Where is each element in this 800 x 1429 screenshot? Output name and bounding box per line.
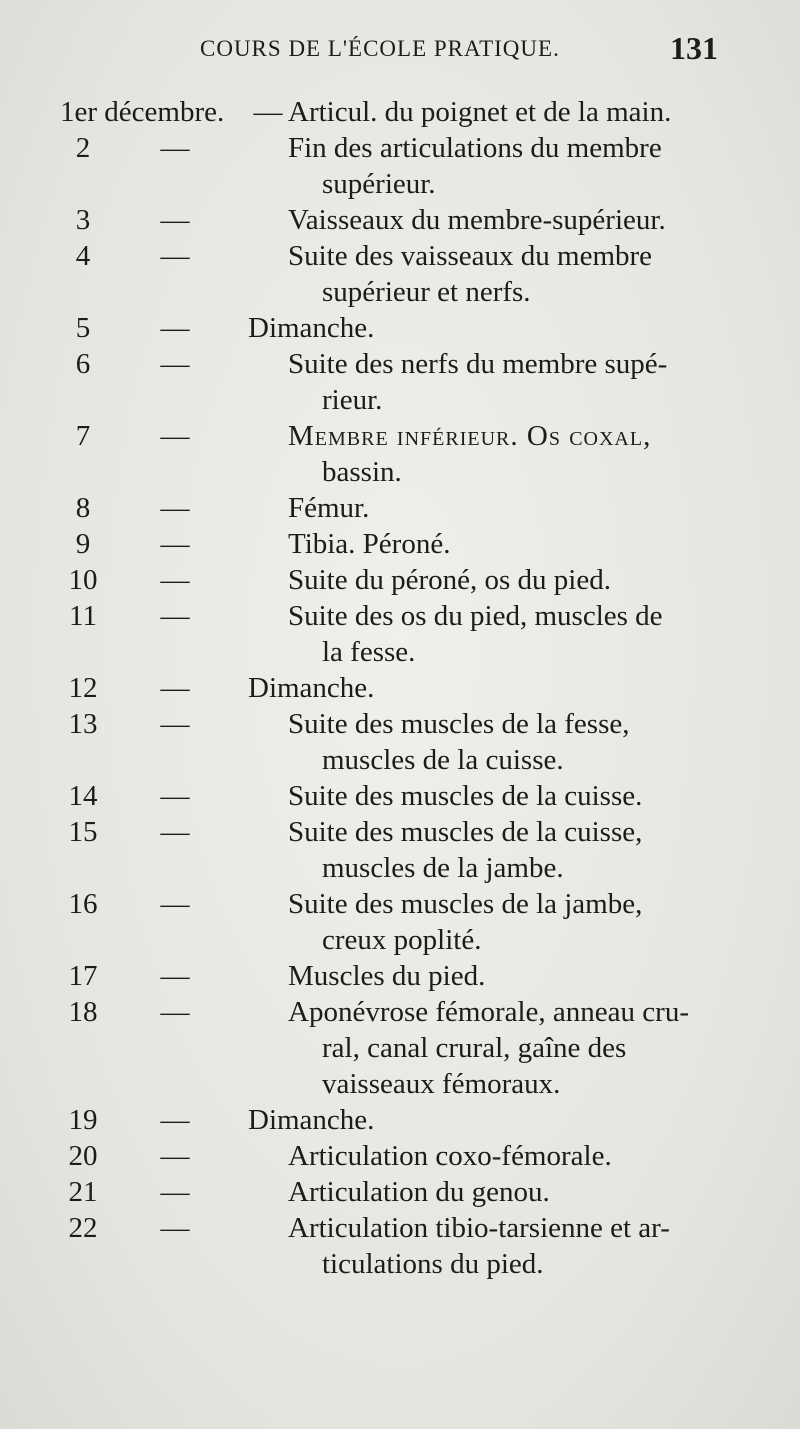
entry-line: rieur. — [322, 384, 383, 416]
entry-line: Suite des muscles de la cuisse, — [288, 816, 643, 848]
entry-description — [288, 778, 728, 814]
entry-day: 8 — [75, 492, 91, 524]
entry-day: 11 — [69, 600, 97, 632]
entry-line: la fesse. — [322, 636, 416, 668]
page-number: 131 — [670, 30, 718, 66]
schedule-entry — [0, 562, 800, 598]
entry-line: Articulation du genou. — [288, 1176, 550, 1208]
entry-description — [288, 130, 728, 202]
entry-line: bassin. — [322, 456, 402, 488]
schedule-entry — [0, 958, 800, 994]
entry-day: 21 — [68, 1176, 98, 1208]
schedule-entry — [0, 778, 800, 814]
entry-description — [248, 670, 688, 706]
entry-line: Articulation tibio-tarsienne et ar- — [288, 1212, 670, 1244]
entry-day: 22 — [68, 1212, 98, 1244]
schedule-entry — [0, 346, 800, 418]
entry-dash: — — [160, 1104, 190, 1136]
entry-line: Fémur. — [288, 492, 370, 524]
entry-day: 13 — [68, 708, 98, 740]
entry-dash: — — [160, 960, 190, 992]
entry-line: Suite des muscles de la cuisse. — [288, 780, 643, 812]
entry-description — [288, 526, 728, 562]
entry-dash: — — [160, 348, 190, 380]
entry-day: 4 — [75, 240, 91, 272]
schedule-entry — [0, 886, 800, 958]
schedule-entry — [0, 310, 800, 346]
schedule-entry — [0, 94, 800, 130]
entry-line: Tibia. Péroné. — [288, 528, 451, 560]
entry-dash: — — [253, 96, 283, 128]
schedule-entry — [0, 526, 800, 562]
entry-day: 10 — [68, 564, 98, 596]
entry-line: Dimanche. — [248, 312, 375, 344]
entry-dash: — — [160, 240, 190, 272]
entry-line: Dimanche. — [248, 1104, 375, 1136]
entry-line: creux poplité. — [322, 924, 482, 956]
entry-dash: — — [160, 204, 190, 236]
entry-description — [288, 202, 728, 238]
running-title: COURS DE L'ÉCOLE PRATIQUE. — [200, 36, 560, 61]
schedule-entry — [0, 130, 800, 202]
entry-dash: — — [160, 564, 190, 596]
schedule-entry — [0, 202, 800, 238]
entry-dash: — — [160, 528, 190, 560]
entry-day: 6 — [75, 348, 91, 380]
schedule-entry — [0, 814, 800, 886]
schedule-entry — [0, 1102, 800, 1138]
entry-description — [288, 886, 728, 958]
entry-line: Suite des os du pied, muscles de — [288, 600, 663, 632]
entry-dash: — — [160, 1140, 190, 1172]
entry-dash: — — [160, 672, 190, 704]
schedule-entry — [0, 1174, 800, 1210]
entry-line: Suite des muscles de la jambe, — [288, 888, 643, 920]
entry-dash: — — [160, 708, 190, 740]
entry-dash: — — [160, 132, 190, 164]
schedule-entry — [0, 418, 800, 490]
entry-day: 1er décembre. — [60, 96, 225, 128]
entry-dash: — — [160, 600, 190, 632]
entry-dash: — — [160, 780, 190, 812]
entry-dash: — — [160, 816, 190, 848]
entry-day: 3 — [75, 204, 91, 236]
schedule-entry — [0, 598, 800, 670]
entry-day: 14 — [68, 780, 98, 812]
entry-line: Articul. du poignet et de la main. — [288, 96, 672, 128]
entry-day: 9 — [75, 528, 91, 560]
schedule-list — [0, 94, 800, 1282]
entry-description — [248, 310, 688, 346]
schedule-entry — [0, 670, 800, 706]
entry-line: supérieur. — [322, 168, 436, 200]
entry-description — [288, 238, 728, 310]
entry-line: Fin des articulations du membre — [288, 132, 662, 164]
entry-line: Membre inférieur. Os coxal, — [288, 420, 652, 452]
entry-dash: — — [160, 888, 190, 920]
entry-day: 2 — [75, 132, 91, 164]
entry-day: 5 — [75, 312, 91, 344]
entry-description — [248, 1102, 688, 1138]
entry-dash: — — [160, 312, 190, 344]
entry-line: Aponévrose fémorale, anneau cru- — [288, 996, 689, 1028]
page-header — [0, 30, 800, 70]
entry-line: Suite du péroné, os du pied. — [288, 564, 611, 596]
schedule-entry — [0, 1210, 800, 1282]
entry-description — [288, 958, 728, 994]
schedule-entry — [0, 238, 800, 310]
entry-dash: — — [160, 420, 190, 452]
entry-description — [288, 706, 728, 778]
entry-description — [288, 418, 728, 490]
entry-day: 17 — [68, 960, 98, 992]
entry-description — [288, 346, 728, 418]
schedule-entry — [0, 490, 800, 526]
entry-day: 19 — [68, 1104, 98, 1136]
entry-line: Dimanche. — [248, 672, 375, 704]
entry-line: Muscles du pied. — [288, 960, 486, 992]
entry-description — [288, 562, 728, 598]
entry-dash: — — [160, 1176, 190, 1208]
entry-dash: — — [160, 1212, 190, 1244]
entry-line: ral, canal crural, gaîne des — [322, 1032, 627, 1064]
entry-day: 7 — [75, 420, 91, 452]
entry-line: Suite des nerfs du membre supé- — [288, 348, 668, 380]
entry-day: 20 — [68, 1140, 98, 1172]
schedule-entry — [0, 706, 800, 778]
entry-line: Suite des vaisseaux du membre — [288, 240, 653, 272]
entry-description — [288, 994, 728, 1102]
entry-description — [288, 1210, 728, 1282]
entry-day: 16 — [68, 888, 98, 920]
entry-description — [288, 94, 728, 130]
entry-day: 12 — [68, 672, 98, 704]
entry-dash: — — [160, 492, 190, 524]
entry-line: muscles de la cuisse. — [322, 744, 564, 776]
entry-description — [288, 1174, 728, 1210]
entry-line: Suite des muscles de la fesse, — [288, 708, 630, 740]
entry-day: 15 — [68, 816, 98, 848]
entry-line: Vaisseaux du membre-supérieur. — [288, 204, 666, 236]
entry-description — [288, 598, 728, 670]
entry-day: 18 — [68, 996, 98, 1028]
entry-line: Articulation coxo-fémorale. — [288, 1140, 612, 1172]
entry-line: ticulations du pied. — [322, 1248, 544, 1280]
entry-description — [288, 1138, 728, 1174]
entry-line: muscles de la jambe. — [322, 852, 564, 884]
schedule-entry — [0, 1138, 800, 1174]
entry-line: supérieur et nerfs. — [322, 276, 531, 308]
entry-description — [288, 490, 728, 526]
entry-dash: — — [160, 996, 190, 1028]
entry-line: vaisseaux fémoraux. — [322, 1068, 561, 1100]
schedule-entry — [0, 994, 800, 1102]
entry-description — [288, 814, 728, 886]
